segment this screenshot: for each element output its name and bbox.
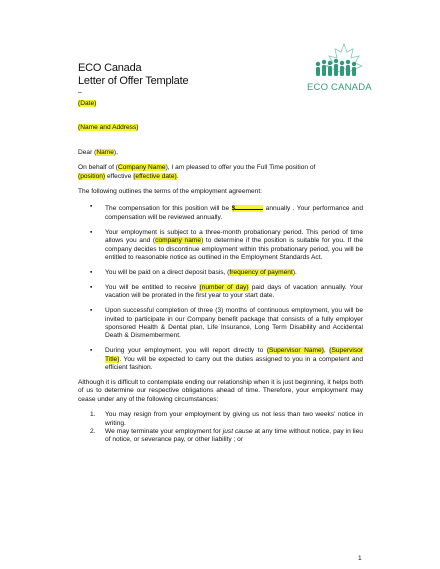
circumstances-list: [78, 411, 363, 445]
frequency-placeholder: frequency of payment: [229, 268, 293, 276]
terms-intro: The following outlines the terms of the employment agreement:: [78, 188, 262, 196]
list-item: 2. We may terminate your employment for just cause at any time without notice, pay in lieu of notice, or severance pay, or other liability ; or: [90, 427, 363, 444]
bullet-icon: ▪: [90, 283, 93, 291]
list-item: ▪ During your employment, you will report directly to (Supervisor Name), (Supervisor Title). You will be expected to carry out the duties assigned to you in a competent and efficient fashion.: [90, 347, 363, 372]
supervisor-title-placeholder: (Supervisor Title): [105, 347, 363, 363]
page-number: 1: [358, 555, 362, 562]
document-title: Letter of Offer Template: [78, 75, 189, 87]
company-name-placeholder: Company Name: [117, 164, 166, 172]
list-item: ▪ The compensation for this position will be $ annually . Your performance and compensation will be reviewed annually.: [90, 203, 363, 221]
bullet-icon: ▪: [90, 307, 93, 315]
logo-wordmark: ECO CANADA: [307, 82, 372, 93]
supervisor-name-placeholder: (Supervisor Name): [266, 347, 324, 355]
vacation-days-placeholder: (number of day): [199, 283, 249, 291]
termination-intro: Although it is difficult to contemplate ending our relationship when it is just beginning, it helps both of us to determine our respective obligations ahead of time. Therefore, your employment may cease under any of the following circumstances:: [78, 378, 363, 403]
org-name: ECO Canada: [78, 62, 142, 74]
list-number: 1.: [90, 411, 96, 419]
bullet-icon: ▪: [90, 228, 93, 236]
intro-paragraph: On behalf of (Company Name), I am pleased to offer you the Full Time position of (position) effective (effective date).: [78, 164, 316, 180]
company-name-placeholder: company name: [155, 237, 202, 245]
date-line: [78, 100, 363, 108]
position-placeholder: (position): [78, 172, 106, 180]
bullet-icon: ▪: [90, 203, 93, 211]
list-item: ▪ Upon successful completion of three (3) months of continuous employment, you will be invited to participate in our Company benefit package that consists of a fully employer sponsored Health & Dental plan, Life Insurance, Long Term Disability and Accidental Death & Dismemberment.: [90, 307, 363, 340]
salutation: Dear (Name),: [78, 148, 118, 156]
header-dash: –: [78, 89, 82, 96]
list-item: ▪ Your employment is subject to a three-month probationary period. This period of time allows you and (company name) to determine if the position is suitable for you. If the company decides to discontinue employment within this probationary period, you will be entitled to reasonable notice as outlined in the Employment Standards Act.: [90, 228, 363, 261]
list-item: ▪ You will be paid on a direct deposit basis, (frequency of payment).: [90, 268, 297, 276]
people-figures-icon: [316, 59, 356, 76]
address-line: [78, 124, 363, 132]
list-number: 2.: [90, 427, 96, 435]
amount-placeholder: $: [232, 205, 264, 212]
name-address-placeholder: (Name and Address): [78, 124, 139, 132]
list-item: 1. You may resign from your employment by giving us not less than two weeks' notice in writing.: [90, 411, 363, 427]
letter-body: [78, 100, 363, 445]
bullet-icon: ▪: [90, 347, 93, 355]
name-placeholder: Name: [96, 148, 114, 156]
document-header: [78, 62, 188, 88]
date-placeholder: (Date): [78, 100, 97, 107]
effective-date-placeholder: (effective date): [133, 172, 177, 180]
bullet-icon: ▪: [90, 268, 93, 276]
list-item: ▪ You will be entitled to receive (number of day) paid days of vacation annually. Your vacation will be prorated in the first year to your start date.: [90, 283, 363, 300]
terms-list: [78, 203, 363, 372]
